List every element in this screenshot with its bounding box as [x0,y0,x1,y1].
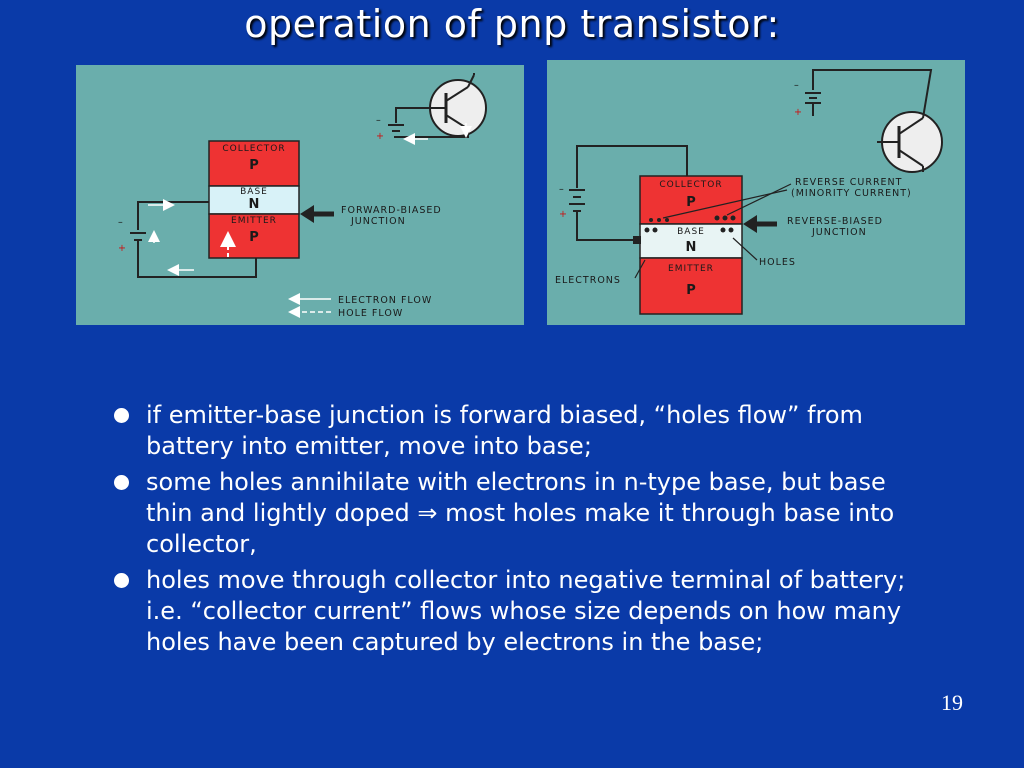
reverse-current-label-1: REVERSE CURRENT [795,177,903,188]
svg-text:–: – [376,115,382,126]
collector-label: COLLECTOR [222,144,286,154]
bullet-text: some holes annihilate with electrons in n-type base, but base thin and lightly doped ⇒ most holes make it through base into collector, [146,468,895,558]
page-number: 19 [941,690,963,715]
emitter-type: P [249,230,259,245]
svg-text:+: + [376,131,385,142]
collector-type: P [249,158,259,173]
emitter-type: P [686,283,696,298]
holes-label: HOLES [759,257,796,268]
bullet-item [114,467,934,560]
base-label: BASE [240,187,268,197]
svg-text:+: + [559,209,568,220]
electrons-label: ELECTRONS [555,275,621,286]
bullet-text: if emitter-base junction is forward biased, “holes flow” from battery into emitter, move into base; [146,401,863,460]
bullet-item [114,565,934,658]
forward-bias-label-1: FORWARD-BIASED [341,205,442,216]
collector-label: COLLECTOR [659,180,723,190]
forward-bias-label-2: JUNCTION [351,216,406,227]
svg-text:+: + [118,243,127,254]
bullet-dot-icon [114,573,129,588]
bullet-item [114,400,934,462]
reverse-bias-diagram [547,60,965,325]
base-type: N [685,240,697,255]
svg-text:–: – [559,184,565,195]
base-type: N [248,197,260,212]
emitter-label: EMITTER [668,264,714,274]
reverse-current-label-2: (MINORITY CURRENT) [791,188,912,199]
svg-text:–: – [794,80,800,91]
collector-type: P [686,195,696,210]
legend-hole-flow: HOLE FLOW [338,308,404,319]
forward-bias-diagram-svg [76,65,524,325]
svg-text:+: + [794,107,803,118]
slide-title: operation of pnp transistor: [244,2,780,46]
bullet-list [114,400,934,663]
emitter-label: EMITTER [231,216,277,226]
reverse-bias-diagram-svg [547,60,965,325]
reverse-bias-label-1: REVERSE-BIASED [787,216,883,227]
bullet-dot-icon [114,408,129,423]
forward-bias-diagram [76,65,524,325]
reverse-bias-label-2: JUNCTION [812,227,867,238]
bullet-dot-icon [114,475,129,490]
base-label: BASE [677,227,705,237]
legend-electron-flow: ELECTRON FLOW [338,295,433,306]
svg-text:–: – [118,217,124,228]
bullet-text: holes move through collector into negative terminal of battery; i.e. “collector current” flows whose size depends on how many holes have been captured by electrons in the base; [146,566,906,656]
